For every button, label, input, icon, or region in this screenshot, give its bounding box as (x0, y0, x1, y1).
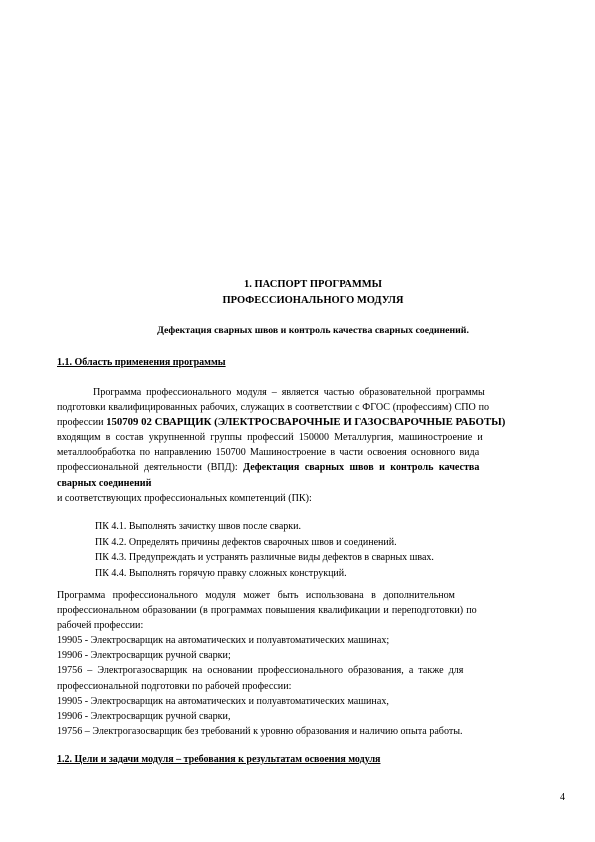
section-1-2-heading: 1.2. Цели и задачи модуля – требования к результатам освоения модуля (57, 754, 381, 765)
scope-line-8: и соответствующих профессиональных компетенций (ПК): (57, 492, 312, 504)
usage-line-7: профессиональной подготовки по рабочей профессии: (57, 680, 292, 692)
usage-line-10: 19756 – Электрогазосварщик без требований к уровню образования и наличию опыта работы. (57, 725, 463, 737)
usage-line-9: 19906 - Электросварщик ручной сварки, (57, 710, 231, 722)
usage-line-2: профессиональном образовании (в программах повышения квалификации и переподготовки) по (57, 605, 477, 617)
scope-line-2: подготовки квалифицированных рабочих, служащих в соответствии с ФГОС (профессиям) СПО по (57, 402, 490, 414)
competency-item: ПК 4.1. Выполнять зачистку швов после сварки. (95, 521, 301, 532)
scope-line-6 (57, 460, 569, 475)
usage-line-4: 19905 - Электросварщик на автоматических и полуавтоматических машинах; (57, 635, 390, 647)
section-1-1-heading: 1.1. Область применения программы (57, 357, 226, 368)
scope-line-6-prefix: профессиональной деятельности (ВПД): (57, 462, 238, 474)
competency-item: ПК 4.4. Выполнять горячую правку сложных конструкций. (95, 567, 347, 579)
profession-code-title: 150709 02 СВАРЩИК (ЭЛЕКТРОСВАРОЧНЫЕ И ГАЗОСВАРОЧНЫЕ РАБОТЫ) (106, 416, 506, 429)
scope-line-3-prefix: профессии (57, 417, 104, 429)
usage-line-6: 19756 – Электрогазосварщик на основании профессионального образования, а также для (57, 665, 464, 677)
scope-line-1: Программа профессионального модуля – является частью образовательной программы (93, 387, 485, 398)
page-number: 4 (560, 792, 565, 803)
usage-paragraph (57, 588, 569, 739)
usage-line-1: Программа профессионального модуля может быть использована в дополнительном (57, 590, 455, 601)
competency-list (95, 519, 565, 581)
usage-line-3: рабочей профессии: (57, 620, 144, 632)
scope-line-7: сварных соединений (57, 477, 152, 489)
scope-line-5: металлообработка по направлению 150700 Машиностроение в части освоения основного вида (57, 447, 480, 459)
activity-type-bold: Дефектация сварных швов и контроль качества (243, 462, 480, 474)
scope-paragraph (57, 385, 569, 506)
usage-line-5: 19906 - Электросварщик ручной сварки; (57, 650, 231, 662)
usage-line-8: 19905 - Электросварщик на автоматических и полуавтоматических машинах, (57, 695, 389, 707)
scope-line-4: входящим в состав укрупненной группы профессий 150000 Металлургия, машиностроение и (57, 432, 483, 444)
module-subtitle: Дефектация сварных швов и контроль качества сварных соединений. (157, 325, 469, 336)
passport-heading (57, 277, 569, 308)
competency-item: ПК 4.2. Определять причины дефектов сварочных швов и соединений. (95, 536, 397, 548)
heading-line-2: ПРОФЕССИОНАЛЬНОГО МОДУЛЯ (222, 294, 404, 306)
scope-line-3 (57, 415, 569, 430)
competency-item: ПК 4.3. Предупреждать и устранять различные виды дефектов в сварных швах. (95, 552, 434, 564)
heading-line-1: 1. ПАСПОРТ ПРОГРАММЫ (244, 279, 382, 290)
